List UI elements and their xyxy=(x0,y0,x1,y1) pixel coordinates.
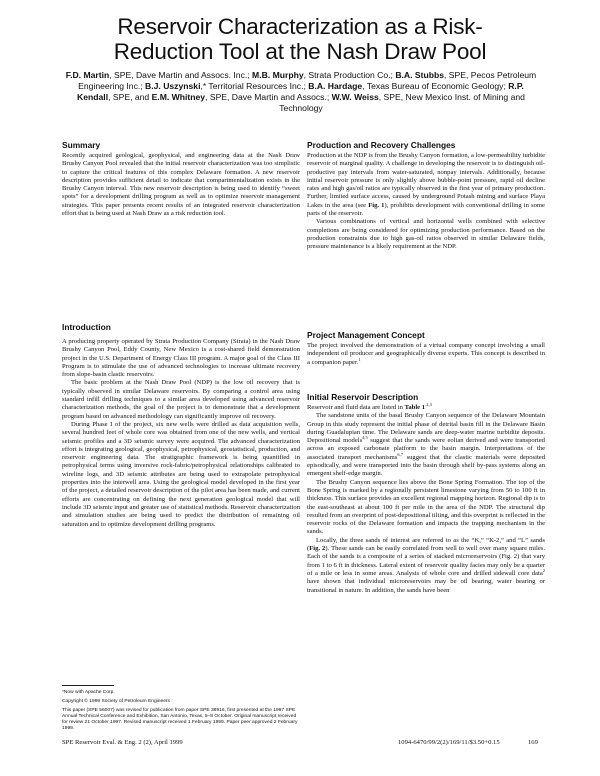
text-run: Production at the NDP is from the Brushy Canyon formation, a low-permeability turbidite reservoir of marginal quality. A challenge in developing the reservoir is to distinguish oil-productive pay intervals from water-saturated, nonpay intervals. Additionally, because initial reservoir pressure is only slightly above bubble-point pressure, rapid oil decline rates and high gas/oil ratios are typically observed in the first year of primary production. Further, limited surface access, caused by underground Potash mining and surface Playa Lakes in the area (see xyxy=(307,152,545,209)
author-affiliation: , Strata Production Co.; xyxy=(303,70,396,80)
author-affiliation: , SPE, New Mexico Inst. of Mining and Technology xyxy=(279,92,525,113)
citation-ref[interactable]: 6,7 xyxy=(397,451,403,457)
project-heading: Project Management Concept xyxy=(307,330,425,340)
project-section xyxy=(307,330,545,367)
author-name: B.J. Uszynski xyxy=(145,81,201,91)
citation-ref[interactable]: 4,5 xyxy=(362,435,368,440)
author-name: B.A. Hardage xyxy=(308,81,363,91)
text-run: have shown that individual microreservoirs may be oil bearing, water bearing or transitional in nature. In addition, the sands have been xyxy=(307,578,545,594)
introduction-paragraph-2: The basic problem at the Nash Draw Pool (NDP) is the low oil recovery that is typically observed in similar Delaware reservoirs. By comparing a control area using standard infill drilling techniques to a similar area developed using advanced reservoir characterization methods, the goal of the project is to demonstrate that a development program based on advanced methodology can significantly improve oil recovery. xyxy=(62,379,300,420)
text-run: The project involved the demonstration of a virtual company concept involving a small independent oil producer and geographically diverse experts. This concept is described in a companion paper. xyxy=(307,342,545,366)
figure-ref[interactable]: Fig. 2 xyxy=(309,545,326,553)
paper-title xyxy=(0,14,600,64)
initial-description-section xyxy=(307,392,545,595)
author-affiliation: , SPE, Dave Martin and Assocs.; xyxy=(205,92,332,102)
author-name: M.B. Murphy xyxy=(252,70,304,80)
citation-ref[interactable]: .2,3 xyxy=(425,401,432,407)
footnote-rule xyxy=(62,685,114,686)
text-run: The sandstone units of the basal Brushy Canyon sequence of the Delaware Mountain Group in this study represent the initial phase of detrital basin fill in the Delaware Basin during Guadalupian time. The Delaware sands are deep-water marine turbidite deposits. Depositional models xyxy=(307,412,545,445)
initial-paragraph-1 xyxy=(307,401,545,412)
introduction-section xyxy=(62,322,300,529)
author-name: E.M. Whitney xyxy=(151,92,206,102)
author-name: R.P. Kendall xyxy=(77,81,524,102)
introduction-heading: Introduction xyxy=(62,322,111,332)
initial-paragraph-3: The Brushy Canyon sequence lies above the Bone Spring Formation. The top of the Bone Spring is marked by a regionally persistent limestone varying from 50 to 100 ft in thickness. This surface provides an excellent regional mapping horizon. Regional dip is to the east-southeast at about 100 ft per mile in the area of the NDP. The structural dip resulted from an overprint of post-depositional tilting, and this overprint is reflected in the reservoir rocks of the Delaware formation and impacts the trapping mechanism in the sands. xyxy=(307,478,545,536)
publication-note: This paper (SPE 56007) was revised for publication from paper SPE 38916, first presented at the 1997 SPE Annual Technical Conference and Exhibition, San Antonio, Texas, 5–8 October. Original manuscript received for review 21 October 1997. Revised manuscript received 1 February 1999. Paper peer approved 2 February 1999. xyxy=(62,707,298,732)
citation-ref[interactable]: 2 xyxy=(542,567,545,573)
author-name: B.A. Stubbs xyxy=(395,70,445,80)
production-paragraph-1 xyxy=(307,152,545,218)
production-heading: Production and Recovery Challenges xyxy=(307,140,456,150)
project-paragraph xyxy=(307,342,545,367)
initial-description-heading: Initial Reservoir Description xyxy=(307,392,419,402)
initial-paragraph-2 xyxy=(307,412,545,478)
author-affiliation: , Texas Bureau of Economic Geology; xyxy=(362,81,509,91)
author-name: F.D. Martin xyxy=(65,70,110,80)
summary-paragraph: Recently acquired geological, geophysical, and engineering data at the Nash Draw Brushy Canyon Pool revealed that the initial reservoir characterization was too simplistic to capture the critical features of this complex Delaware formation. A new reservoir description provides sufficient detail to indicate that compartmentalization exists in the Brushy Canyon interval. This new reservoir description is being used to identify “sweet spots” for a development drilling program as well as to optimize reservoir management strategies. This paper presents recent results of an integrated reservoir characterization effort that is being used at Nash Draw as a risk reduction tool. xyxy=(62,152,300,218)
issn-code: 1094-6470/99/2(2)/169/11/$3.50+0.15 xyxy=(398,739,500,746)
author-name: W.W. Weiss xyxy=(331,92,379,102)
text-run: ). These sands can be easily correlated from well to well over many square miles. Each of the sands is a composite of a series of stacked microreservoirs (Fig. 2) that vary from 1 to 6 ft in thickness. Lateral extent of reservoir quality facies may only be a quarter of a mile or less in some areas. Analysis of whole core and drilled sidewall core data xyxy=(307,545,545,577)
page-number: 169 xyxy=(528,739,538,746)
initial-paragraph-4 xyxy=(307,537,545,595)
summary-section xyxy=(62,140,300,218)
citation-ref[interactable]: 1 xyxy=(358,356,361,362)
introduction-paragraph-1: A producing property operated by Strata Production Company (Strata) in the Nash Draw Brushy Canyon Pool, Eddy County, New Mexico is a cost-shared field demonstration project in the U.S. Department of Energy Class III program. A major goal of the Class III Program is to stimulate the use of advanced technologies to increase ultimate recovery from slope-basin clastic reservoirs. xyxy=(62,338,300,379)
copyright-notice: Copyright © 1999 Society of Petroleum Engineers xyxy=(62,698,170,704)
author-affiliation: , SPE, and xyxy=(108,92,152,102)
summary-heading: Summary xyxy=(62,140,101,150)
title-line-1: Reservoir Characterization as a Risk- xyxy=(117,14,483,39)
footnote-affiliation: *Now with Apache Corp. xyxy=(62,690,115,695)
footnotes xyxy=(62,685,300,735)
author-affiliation: , SPE, Dave Martin and Assocs. Inc.; xyxy=(109,70,253,80)
production-paragraph-2: Various combinations of vertical and horizontal wells combined with selective completions are being considered for optimizing production performance. Based on the production constraints due to high gas-oil ratios observed in similar Delaware fields, pressure maintenance is a likely requirement at the NDP. xyxy=(307,218,545,251)
production-section xyxy=(307,140,545,252)
text-run: suggest that the clastic materials were deposited episodically, and were transported into the basin through shelf by-pass systems along an emergent shelf-edge margin. xyxy=(307,453,545,478)
text-run: Reservoir and fluid data are listed in xyxy=(307,404,405,411)
table-ref[interactable]: Table 1 xyxy=(404,404,426,411)
figure-ref[interactable]: Fig. 1 xyxy=(368,201,385,209)
author-affiliation: , SPE, Pecos Petroleum Engineering Inc.; xyxy=(78,70,537,91)
author-list xyxy=(62,70,540,114)
author-affiliation: ,* Territorial Resources Inc.; xyxy=(200,81,309,91)
text-run: suggest that the sands were eolian derived and were transported across an exposed carbonate platform to the basin margin. Interpretations of the associated transport mechanisms xyxy=(307,437,545,461)
text-run: Locally, the three sands of interest are referred to as the “K,” “K-2,” and “L” sands ( xyxy=(307,536,545,553)
introduction-paragraph-3: During Phase I of the project, six new wells were drilled as data acquisition wells, several hundred feet of whole core was obtained from one of the new wells, and vertical seismic profiles and a 3D seismic survey were acquired. The advanced characterization effort is integrating geological, geophysical, petrophysical, geostatistical, production, and reservoir engineering data. The stratigraphic framework is being quantified in petrophysical terms using inversive rock-fabric/petrophysical relationships calibrated to wireline logs, and 3D seismic attributes are being used to extrapolate petrophysical properties into the interwell area. Using the geological model developed in the first year of the project, a detailed reservoir description of the pilot area has been made, and current efforts are concentrating on defining the next generation geological model that will include 3D seismic input and greater use of statistical methods. Reservoir characterization and simulation studies are being used to predict the distribution of remaining oil saturation and to optimize development drilling programs. xyxy=(62,420,300,528)
text-run: ), prohibits development with conventional drilling in some parts of the reservoir. xyxy=(307,201,545,218)
journal-citation: SPE Reservoir Eval. & Eng. 2 (2), April 1999 xyxy=(62,739,183,746)
title-line-2: Reduction Tool at the Nash Draw Pool xyxy=(113,39,487,64)
